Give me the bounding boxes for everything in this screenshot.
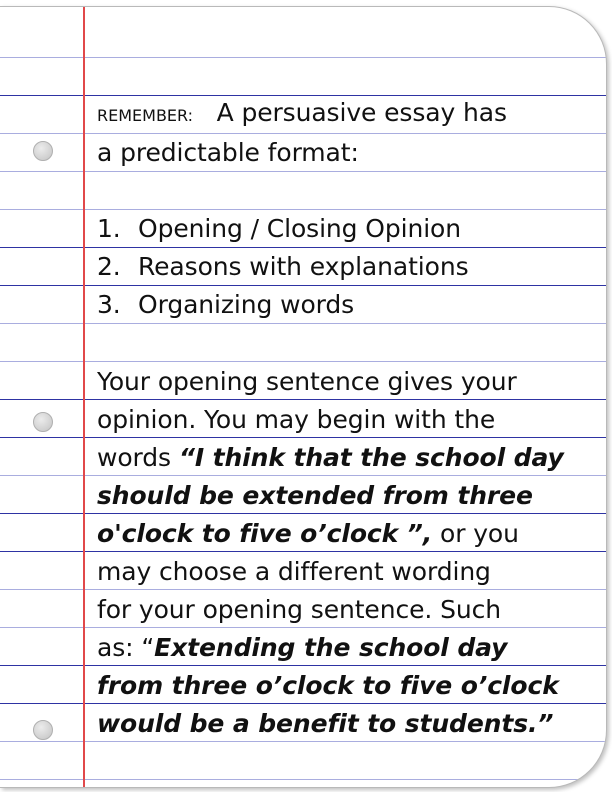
list-item-text: Organizing words <box>138 290 355 319</box>
list-item <box>97 290 354 320</box>
rule-line <box>0 399 606 400</box>
paragraph-line: may choose a different wording <box>97 557 491 586</box>
rule-line <box>0 589 606 590</box>
margin-line <box>83 7 85 787</box>
paragraph-emphasis-line: from three o’clock to five o’clock <box>97 671 559 700</box>
rule-line <box>0 513 606 514</box>
rule-line <box>0 703 606 704</box>
list-item <box>97 252 469 282</box>
rule-line <box>0 361 606 362</box>
rule-line <box>0 133 606 134</box>
punch-hole <box>33 412 53 432</box>
paragraph-emphasis-line: should be extended from three <box>97 481 533 510</box>
paragraph-emphasis-line: would be a benefit to students.” <box>97 709 554 738</box>
rule-line <box>0 627 606 628</box>
list-item <box>97 214 461 244</box>
punch-hole <box>33 720 53 740</box>
paragraph-text: words <box>97 443 179 472</box>
paragraph-line <box>97 443 564 473</box>
rule-line <box>0 247 606 248</box>
paragraph-text: or you <box>432 519 519 548</box>
rule-line <box>0 285 606 286</box>
rule-line <box>0 665 606 666</box>
rule-line <box>0 57 606 58</box>
rule-line <box>0 323 606 324</box>
rule-line <box>0 95 606 96</box>
list-item-number: 1. <box>97 214 121 243</box>
paragraph-line <box>97 633 507 663</box>
rule-line <box>0 475 606 476</box>
list-item-number: 2. <box>97 252 121 281</box>
paragraph-emphasis: “I think that the school day <box>178 443 564 472</box>
list-item-number: 3. <box>97 290 121 319</box>
reminder-intro-cont: a predictable format: <box>97 138 359 167</box>
reminder-intro: A persuasive essay has <box>216 98 507 127</box>
paragraph-emphasis: o'clock to five o’clock ”, <box>97 519 433 548</box>
paragraph-line: Your opening sentence gives your <box>97 367 517 396</box>
rule-line <box>0 437 606 438</box>
punch-hole <box>33 141 53 161</box>
rule-line <box>0 551 606 552</box>
paragraph-line <box>97 519 519 549</box>
list-item-text: Opening / Closing Opinion <box>138 214 462 243</box>
reminder-label: REMEMBER: <box>97 106 194 125</box>
rule-line <box>0 171 606 172</box>
list-item-text: Reasons with explanations <box>138 252 469 281</box>
rule-line <box>0 209 606 210</box>
paragraph-text: as: “ <box>97 633 155 662</box>
rule-line <box>0 741 606 742</box>
reminder-line <box>97 98 507 131</box>
rule-line <box>0 779 606 780</box>
notebook-paper <box>0 6 607 788</box>
paragraph-line: opinion. You may begin with the <box>97 405 496 434</box>
paragraph-emphasis: Extending the school day <box>154 633 508 662</box>
paragraph-line: for your opening sentence. Such <box>97 595 501 624</box>
